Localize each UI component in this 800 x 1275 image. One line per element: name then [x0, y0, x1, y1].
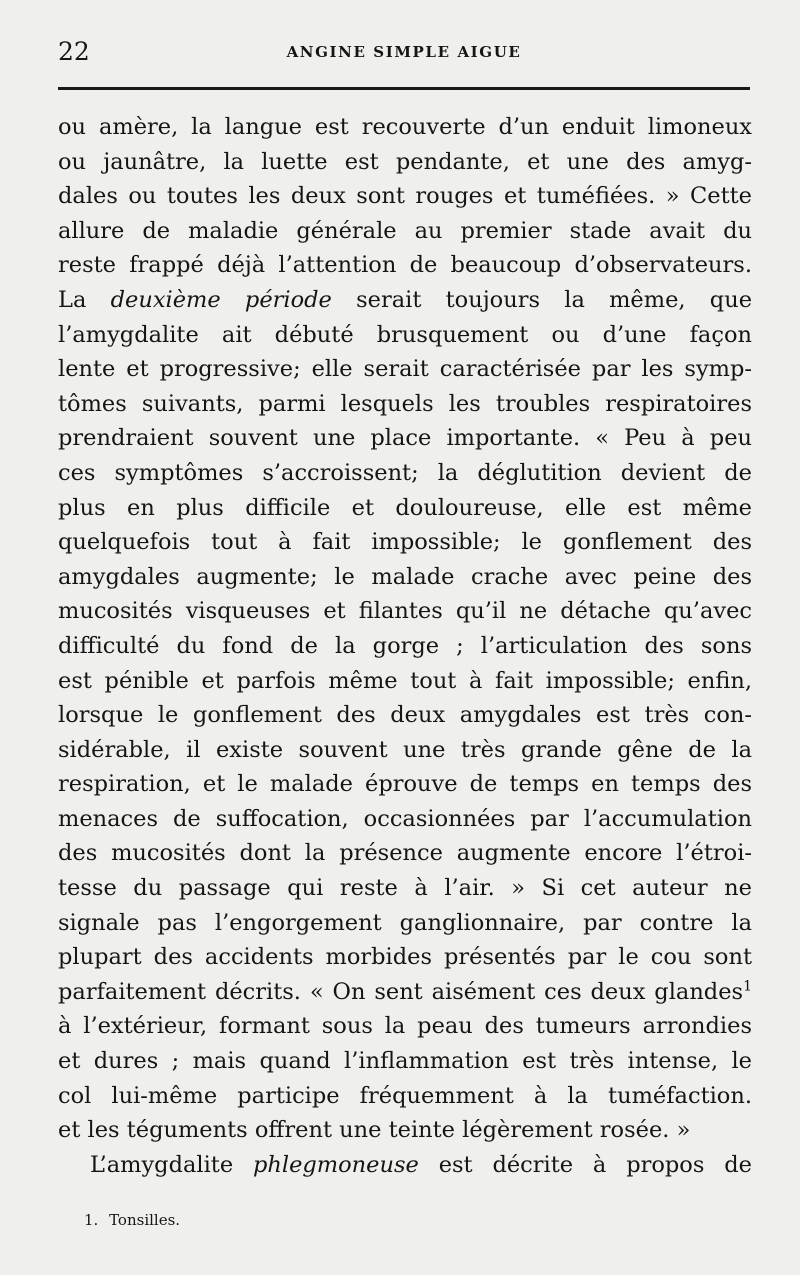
text-run: La: [58, 286, 111, 313]
text-line: [58, 594, 752, 629]
text-run: est pénible et parfois même tout à fait impossible; enfin,: [58, 667, 752, 694]
text-run: et les téguments offrent une teinte légèrement rosée. »: [58, 1117, 691, 1144]
text-run: ces symptômes s’accroissent; la déglutition devient de: [58, 459, 752, 486]
page-header: [58, 36, 750, 68]
header-rule: [58, 87, 750, 90]
footnote: [84, 1209, 180, 1231]
text-line: [58, 940, 752, 975]
text-run: l’amygdalite ait débuté brusquement ou d’une façon: [58, 321, 752, 348]
text-line: [58, 664, 752, 699]
text-run: parfaitement décrits. « On sent aisément ces deux glandes: [58, 978, 744, 1005]
running-title: ANGINE SIMPLE AIGUE: [286, 43, 522, 61]
text-run: dales ou toutes les deux sont rouges et tuméfiées. » Cette: [58, 183, 752, 210]
text-run: prendraient souvent une place importante. « Peu à peu: [58, 425, 752, 452]
text-line: [58, 248, 752, 283]
text-run: allure de maladie générale au premier stade avait du: [58, 217, 752, 244]
page-number: 22: [58, 37, 90, 66]
text-run: ou jaunâtre, la luette est pendante, et une des amyg-: [58, 148, 752, 175]
italic-text: phlegmoneuse: [252, 1151, 419, 1178]
footnote-marker: 1: [743, 978, 752, 995]
text-run: des mucosités dont la présence augmente encore l’étroi-: [58, 840, 752, 867]
text-line: [58, 456, 752, 491]
text-run: col lui-même participe fréquemment à la tuméfaction.: [58, 1082, 752, 1109]
text-line: [58, 698, 752, 733]
text-run: lorsque le gonflement des deux amygdales est très con-: [58, 702, 752, 729]
footnote-number: 1.: [84, 1211, 99, 1229]
text-line: [58, 283, 752, 318]
text-run: à l’extérieur, formant sous la peau des tumeurs arrondies: [58, 1013, 752, 1040]
text-line: [58, 906, 752, 941]
text-run: L’amygdalite: [90, 1151, 253, 1178]
text-run: quelquefois tout à fait impossible; le gonflement des: [58, 529, 752, 556]
text-line: [58, 871, 752, 906]
text-line: [58, 318, 752, 353]
text-line: [58, 525, 752, 560]
footnote-text: Tonsilles.: [109, 1211, 181, 1229]
text-line: [58, 802, 752, 837]
text-line: [58, 491, 752, 526]
text-run: sidérable, il existe souvent une très grande gêne de la: [58, 736, 752, 763]
text-run: lente et progressive; elle serait caractérisée par les symp-: [58, 356, 752, 383]
text-run: et dures ; mais quand l’inflammation est très intense, le: [58, 1048, 752, 1075]
text-run: est décrite à propos de: [418, 1151, 752, 1178]
text-line: [58, 1113, 752, 1148]
text-run: difficulté du fond de la gorge ; l’articulation des sons: [58, 632, 752, 659]
text-line: [58, 560, 752, 595]
text-run: tesse du passage qui reste à l’air. » Si cet auteur ne: [58, 875, 752, 902]
text-line: [58, 975, 752, 1010]
text-run: amygdales augmente; le malade crache avec peine des: [58, 563, 752, 590]
text-run: signale pas l’engorgement ganglionnaire, par contre la: [58, 909, 752, 936]
text-line: [58, 110, 752, 145]
text-run: serait toujours la même, que: [331, 286, 753, 313]
text-line: [58, 145, 752, 180]
text-line: [58, 629, 752, 664]
text-line: [58, 179, 752, 214]
text-run: mucosités visqueuses et filantes qu’il ne détache qu’avec: [58, 598, 752, 625]
italic-text: deuxième période: [110, 286, 332, 313]
text-line: [58, 1009, 752, 1044]
text-run: plus en plus difficile et douloureuse, elle est même: [58, 494, 752, 521]
text-line: [58, 387, 752, 422]
text-run: respiration, et le malade éprouve de temps en temps des: [58, 771, 752, 798]
text-run: ou amère, la langue est recouverte d’un enduit limoneux: [58, 114, 752, 140]
body-text: [58, 110, 752, 1182]
text-run: reste frappé déjà l’attention de beaucoup d’observateurs.: [58, 252, 752, 279]
text-line: [58, 767, 752, 802]
text-line: [58, 1148, 752, 1183]
text-line: [58, 1079, 752, 1114]
text-line: [58, 1044, 752, 1079]
text-line: [58, 214, 752, 249]
text-run: menaces de suffocation, occasionnées par l’accumulation: [58, 805, 752, 832]
text-run: plupart des accidents morbides présentés par le cou sont: [58, 944, 752, 971]
text-line: [58, 836, 752, 871]
text-run: tômes suivants, parmi lesquels les troubles respiratoires: [58, 390, 752, 417]
text-line: [58, 733, 752, 768]
text-line: [58, 352, 752, 387]
text-line: [58, 421, 752, 456]
